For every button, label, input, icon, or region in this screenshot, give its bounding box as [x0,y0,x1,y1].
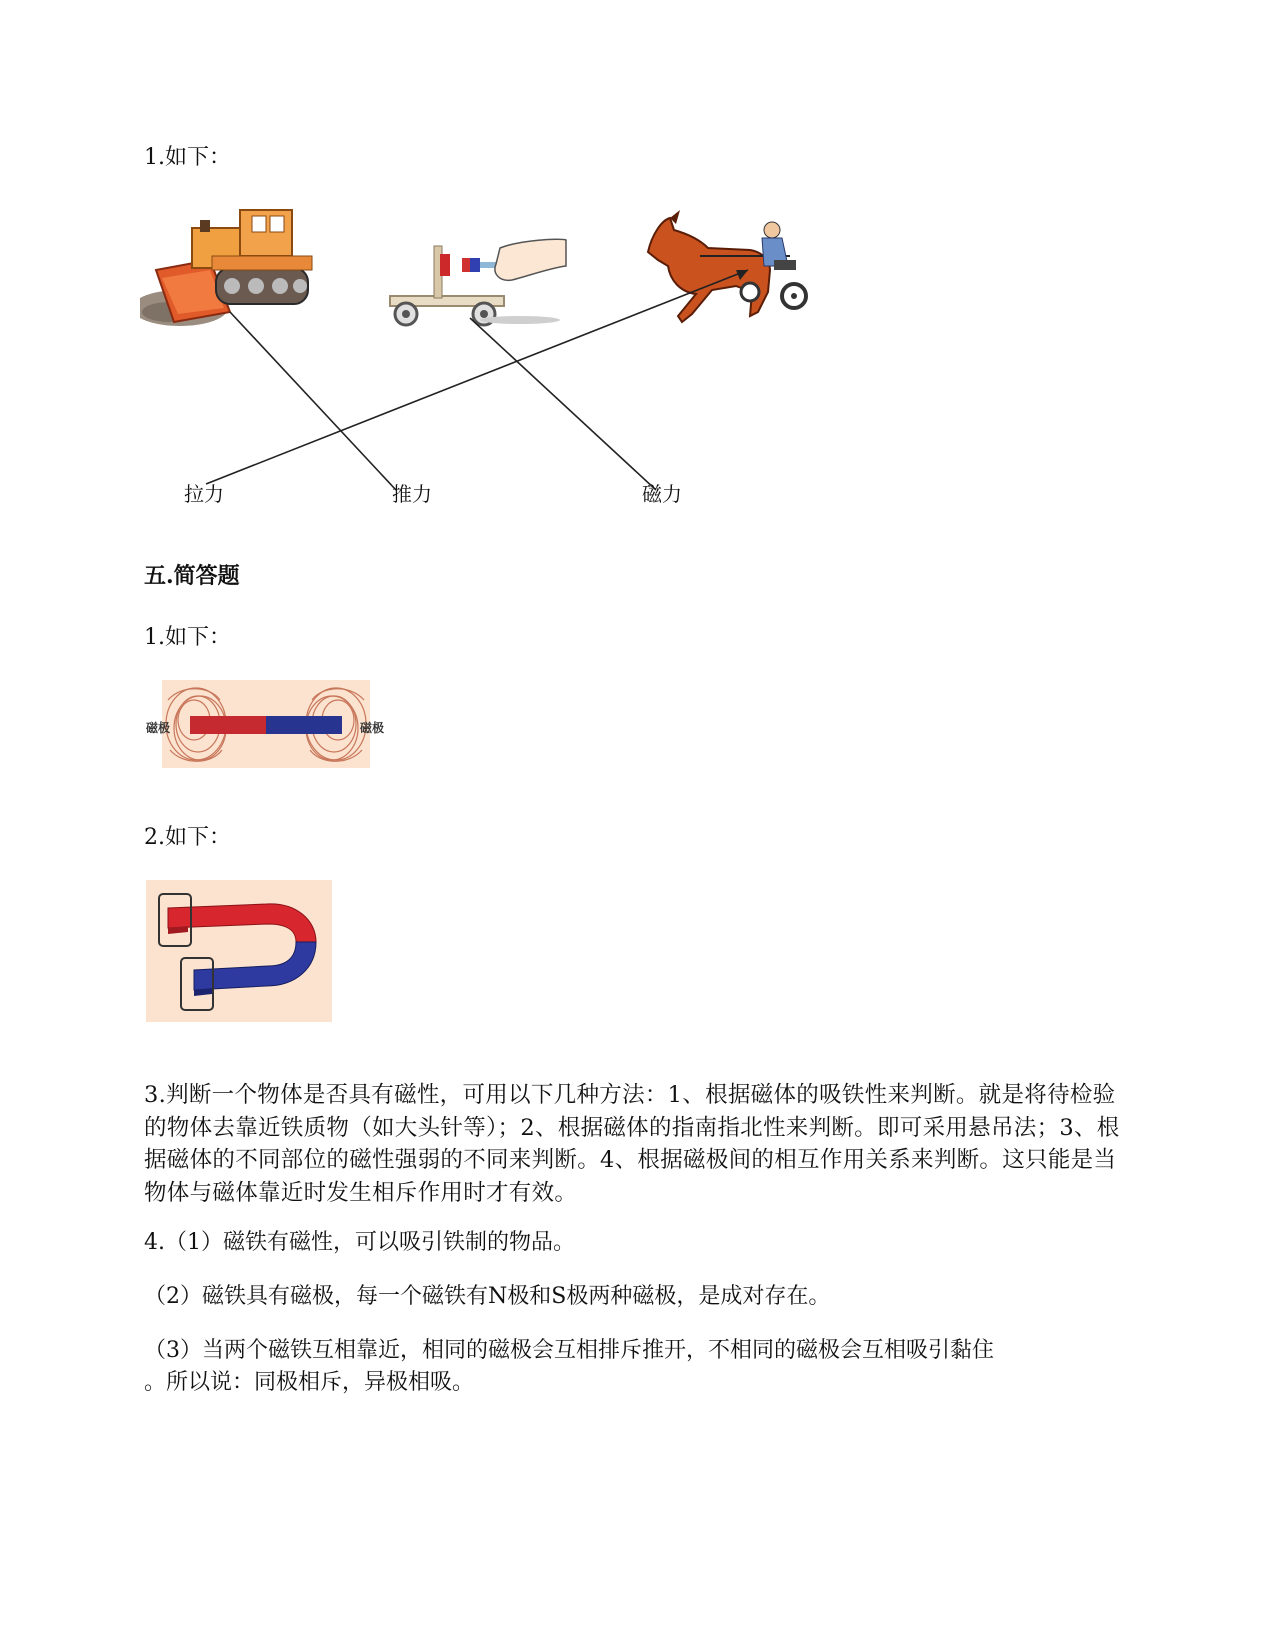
label-push: 推力 [392,482,432,506]
a1-label: 1.如下： [144,625,231,650]
matching-figure [140,200,840,520]
horse-cart-image [648,210,806,322]
a4-line3: （3）当两个磁铁互相靠近，相同的磁极会互相排斥推开，不相同的磁极会互相吸引黏住 [144,1338,994,1363]
label-pull: 拉力 [184,482,224,506]
north-pole-half [190,716,266,734]
section-title: 五.简答题 [144,563,240,589]
pole-label-right: 磁极 [360,721,385,735]
a3-text: 3.判断一个物体是否具有磁性，可用以下几种方法：1、根据磁体的吸铁性来判断。就是将待检验的物体去靠近铁质物（如大头针等）；2、根据磁体的指南指北性来判断。即可采用悬吊法；3、根据磁体的不同部位的磁性强弱的不同来判断。4、根据磁极间的相互作用关系来判断。这只能是当物体与磁体靠近时发生相斥作用时才有效。 [144,1082,1120,1206]
q1-label: 1.如下： [144,145,231,170]
magnet-cart-image [390,239,566,325]
a2-label: 2.如下： [144,825,231,850]
south-pole-half [266,716,342,734]
label-magnetic: 磁力 [642,482,682,506]
horseshoe-magnet-figure [146,880,332,1022]
line-bulldozer-to-push [230,312,396,490]
a4-line2: （2）磁铁具有磁极，每一个磁铁有N极和S极两种磁极，是成对存在。 [144,1284,831,1309]
bar-magnet-figure [162,680,370,768]
horseshoe-magnet-icon [146,880,332,1022]
bulldozer-image [140,210,312,326]
pole-label-left: 磁极 [146,721,171,735]
a4-line1: 4.（1）磁铁有磁性，可以吸引铁制的物品。 [144,1230,575,1255]
a4-line4: 。所以说：同极相斥，异极相吸。 [144,1370,475,1395]
